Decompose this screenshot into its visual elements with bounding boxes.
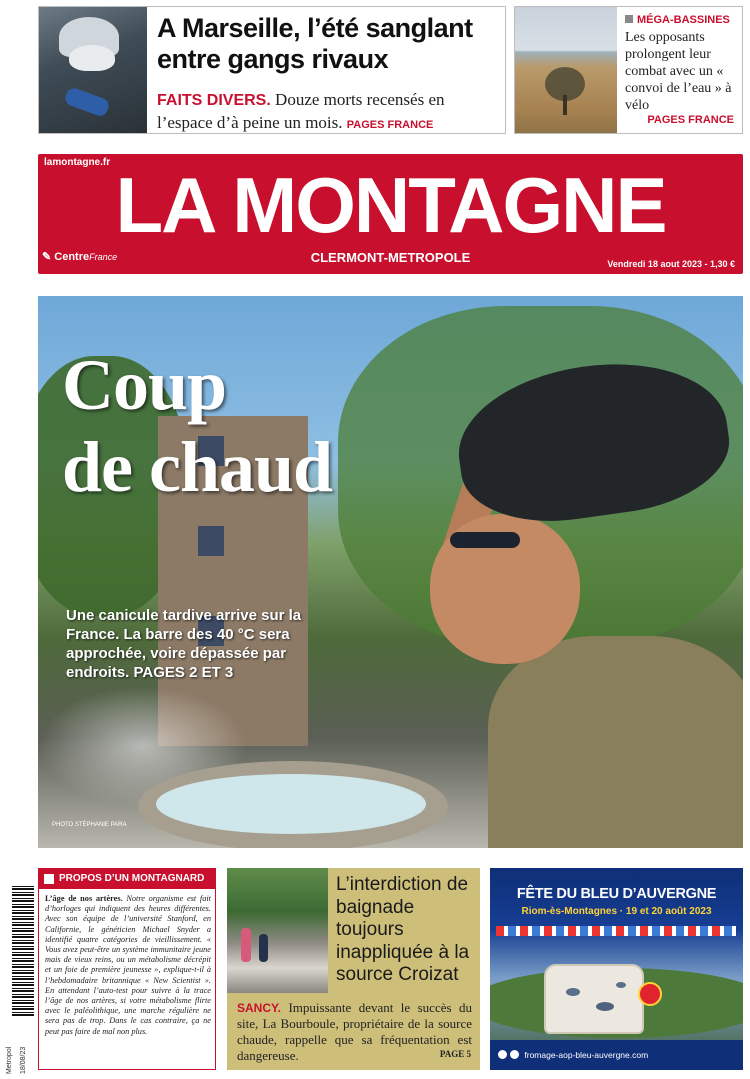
teaser-bassines-kicker bbox=[625, 14, 730, 26]
masthead bbox=[38, 154, 743, 274]
ad-footer bbox=[490, 1040, 743, 1070]
barcode bbox=[12, 886, 34, 1016]
photo-fountain-water bbox=[156, 774, 426, 834]
teaser-marseille[interactable] bbox=[38, 6, 506, 134]
hero-photo-credit: PHOTO STÉPHANIE PARA bbox=[52, 822, 127, 828]
barcode-edition: Metropol bbox=[6, 1046, 13, 1074]
baignade-title: L’interdiction de baignade toujours inappliquée à la source Croizat bbox=[336, 874, 470, 985]
header-square-icon bbox=[44, 874, 54, 884]
masthead-brand-suffix: France bbox=[89, 252, 118, 262]
baignade-text-box bbox=[227, 993, 480, 1070]
masthead-brand-name: Centre bbox=[54, 251, 90, 263]
advertisement-bleu-auvergne[interactable] bbox=[490, 868, 743, 1070]
centre-france-logo-icon: ✎ bbox=[42, 251, 55, 263]
hero-headline[interactable] bbox=[62, 344, 332, 508]
column-text: Notre organisme est fait d’horloges qui indiquent des heures différentes. Avec son équipe de l’université Stanford, en Californie, le généticien Michael Snyder a identifié quatre catégories de vieillissement. « Vous avez peut-être un système immunitaire jeune mais de vieux reins, ou un métabolisme décrépit et un foie de première jeunesse », explique-t-il à l’hebdomadaire britannique « New Scientist ». En attendant l’auto-test pour suivre à la trace l’âge de nos artères, si votre métabolisme flirte avec le paléolithique, une marche régulière ne sera pas de trop. Dans le cas contraire, ça ne peut pas faire de mal non plus. bbox=[45, 894, 211, 1036]
photo-man-body bbox=[488, 636, 743, 848]
aop-seal-icon bbox=[638, 982, 662, 1006]
teaser-bassines-pages: PAGES FRANCE bbox=[647, 114, 734, 126]
photo-window bbox=[198, 526, 224, 556]
photo-person bbox=[241, 928, 251, 962]
teaser-marseille-photo bbox=[39, 7, 147, 133]
hero-photo[interactable] bbox=[38, 296, 743, 848]
hero-headline-line1: Coup bbox=[62, 345, 227, 425]
column-header-text: PROPOS D’UN MONTAGNARD bbox=[59, 873, 205, 884]
baignade-body: Impuissante devant le succès du site, La Bourboule, propriétaire de la source chaude, rappelle que sa fréquentation est dangereuse. bbox=[237, 1000, 472, 1063]
column-header bbox=[39, 869, 215, 889]
ad-url[interactable]: fromage-aop-bleu-auvergne.com bbox=[524, 1050, 649, 1060]
baignade-headline-box[interactable] bbox=[328, 868, 480, 993]
teaser-marseille-text bbox=[157, 89, 502, 134]
hero-summary: Une canicule tardive arrive sur la France. La barre des 40 °C sera approchée, voire dépassée par endroits. PAGES 2 ET 3 bbox=[66, 607, 302, 681]
cheese-icon bbox=[544, 964, 644, 1034]
teaser-marseille-kicker: FAITS DIVERS. bbox=[157, 92, 271, 109]
ad-bunting bbox=[496, 926, 736, 936]
ad-subtitle: Riom-ès-Montagnes · 19 et 20 août 2023 bbox=[521, 906, 712, 917]
hero-headline-line2: de chaud bbox=[62, 427, 333, 507]
baignade-kicker: SANCY. bbox=[237, 1001, 282, 1015]
teaser-marseille-pages: PAGES FRANCE bbox=[346, 119, 434, 131]
column-body bbox=[45, 894, 211, 1037]
baignade-page: PAGE 5 bbox=[439, 1049, 471, 1059]
teaser-marseille-body: Douze morts recensés en l’espace d’à peine un mois. bbox=[157, 90, 445, 132]
masthead-site-link[interactable]: lamontagne.fr bbox=[44, 157, 111, 168]
ad-title: FÊTE DU BLEU D’AUVERGNE bbox=[516, 886, 717, 902]
photo-sunglasses bbox=[450, 532, 520, 548]
teaser-bassines[interactable] bbox=[514, 6, 743, 134]
cheese-vein bbox=[566, 988, 580, 996]
photo-trunk bbox=[563, 95, 567, 115]
cheese-vein bbox=[596, 1002, 614, 1011]
column-lead: L’âge de nos artères. bbox=[45, 894, 123, 903]
barcode-date: 18/08/23 bbox=[20, 1046, 27, 1074]
teaser-bassines-photo bbox=[515, 7, 617, 133]
barcode-meta bbox=[4, 1022, 32, 1074]
cheese-vein bbox=[616, 982, 626, 988]
column-propos[interactable] bbox=[38, 868, 216, 1070]
teaser-bassines-text: Les opposants prolongent leur combat avec un « convoi de l’eau » à vélo bbox=[625, 30, 732, 113]
masthead-date-price: Vendredi 18 aout 2023 - 1,30 € bbox=[607, 259, 735, 269]
facebook-icon[interactable] bbox=[498, 1050, 507, 1059]
teaser-bassines-kicker-text: MÉGA-BASSINES bbox=[637, 14, 730, 26]
instagram-icon[interactable] bbox=[510, 1050, 519, 1059]
photo-person bbox=[259, 934, 268, 962]
masthead-edition: CLERMONT-METROPOLE bbox=[310, 250, 471, 265]
photo-glove bbox=[63, 86, 111, 118]
baignade-photo[interactable] bbox=[227, 868, 328, 993]
photo-mask bbox=[69, 45, 115, 71]
kicker-square-icon bbox=[625, 15, 633, 23]
teaser-marseille-title[interactable]: A Marseille, l’été sanglant entre gangs rivaux bbox=[157, 13, 473, 74]
masthead-title: LA MONTAGNE bbox=[115, 161, 666, 249]
